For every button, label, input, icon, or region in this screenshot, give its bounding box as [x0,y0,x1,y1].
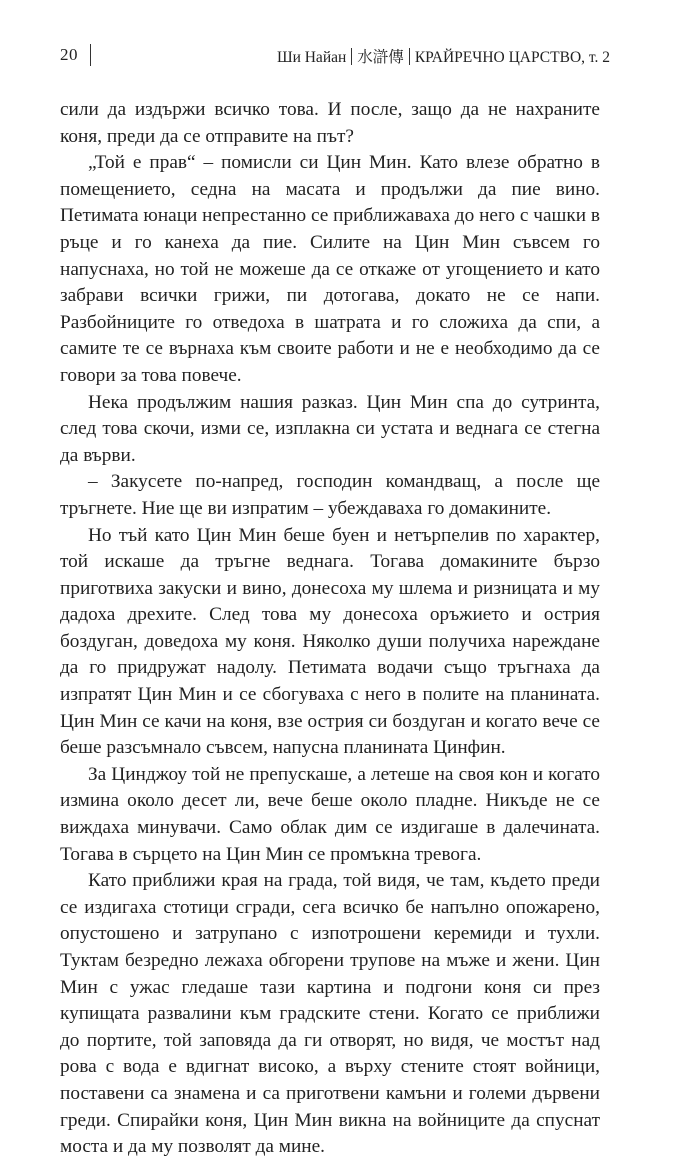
page-number-divider [90,44,91,66]
header-divider [351,48,352,65]
paragraph: „Той е прав“ – помисли си Цин Мин. Като влезе обратно в помещението, седна на масата и продължи да пие вино. Петимата юнаци непрестанно се приближаваха до него с чашки в ръце и го канеха да пие. Силите на Цин Мин съвсем го напуснаха, но той не можеше да се откаже от угощението и като забрави всички грижи, пи дотогава, докато не се напи. Разбойниците го отведоха в шатрата и го сложиха да спи, а самите те се върнаха към своите работи и не е необходимо да се говори за това повече. [60,152,600,386]
header-divider [409,48,410,65]
running-header [60,41,610,71]
paragraph: За Цинджоу той не препускаше, а летеше на своя кон и когато измина около десет ли, вече беше около пладне. Никъде не се виждаха минувачи. Само облак дим се издигаше в далечината. Тогава в сърцето на Цин Мин се промъкна тревога. [60,763,600,865]
author-name: Ши Найан [276,49,347,66]
body-text [60,97,600,1161]
page-number: 20 [60,45,78,64]
paragraph: сили да издържи всичко това. И после, защо да не нахраните коня, преди да се отправите на път? [60,99,600,147]
paragraph: Нека продължим нашия разказ. Цин Мин спа до сутринта, след това скочи, изми се, изплакна си устата и веднага се стегна да върви. [60,391,600,466]
original-title: 水滸傳 [357,49,404,66]
paragraph: Но тъй като Цин Мин беше буен и нетърпелив по характер, той искаше да тръгне веднага. Тогава домакините бързо приготвиха закуски и вино, донесоха му шлема и ризницата и му дадоха дрехите. След това му донесоха оръжието и острия боздуган, доведоха му коня. Няколко души получиха нареждане да го придружат надолу. Петимата водачи също тръгнаха да изпратят Цин Мин и се сбогуваха с него в полите на планината. Цин Мин се качи на коня, взе острия си боздуган и когато вече се беше разсъмнало съвсем, напусна планината Цинфин. [60,524,600,759]
running-title [277,45,610,67]
paragraph: Като приближи края на града, той видя, че там, където преди се издигаха стотици сгради, сега всичко бе напълно опожарено, опустошено и затрупано с изпотрошени керемиди и тухли. Туктам безредно лежаха обгорени трупове на мъже и жени. Цин Мин с ужас гледаше тази картина и подгони коня си през купищата развалини към градските стени. Когато се приближи до портите, той заповяда да ги отворят, но видя, че мостът над рова с вода е вдигнат високо, а върху стените стоят войници, поставени са знамена и са приготвени камъни и големи дървени греди. Спирайки коня, Цин Мин викна на войниците да спуснат моста и да му позволят да мине. [60,870,600,1158]
paragraph: – Закусете по-напред, господин командващ, а после ще тръгнете. Ние ще ви изпратим – убеждаваха го домакините. [60,471,600,519]
book-title: КРАЙРЕЧНО ЦАРСТВО, т. 2 [414,49,610,66]
